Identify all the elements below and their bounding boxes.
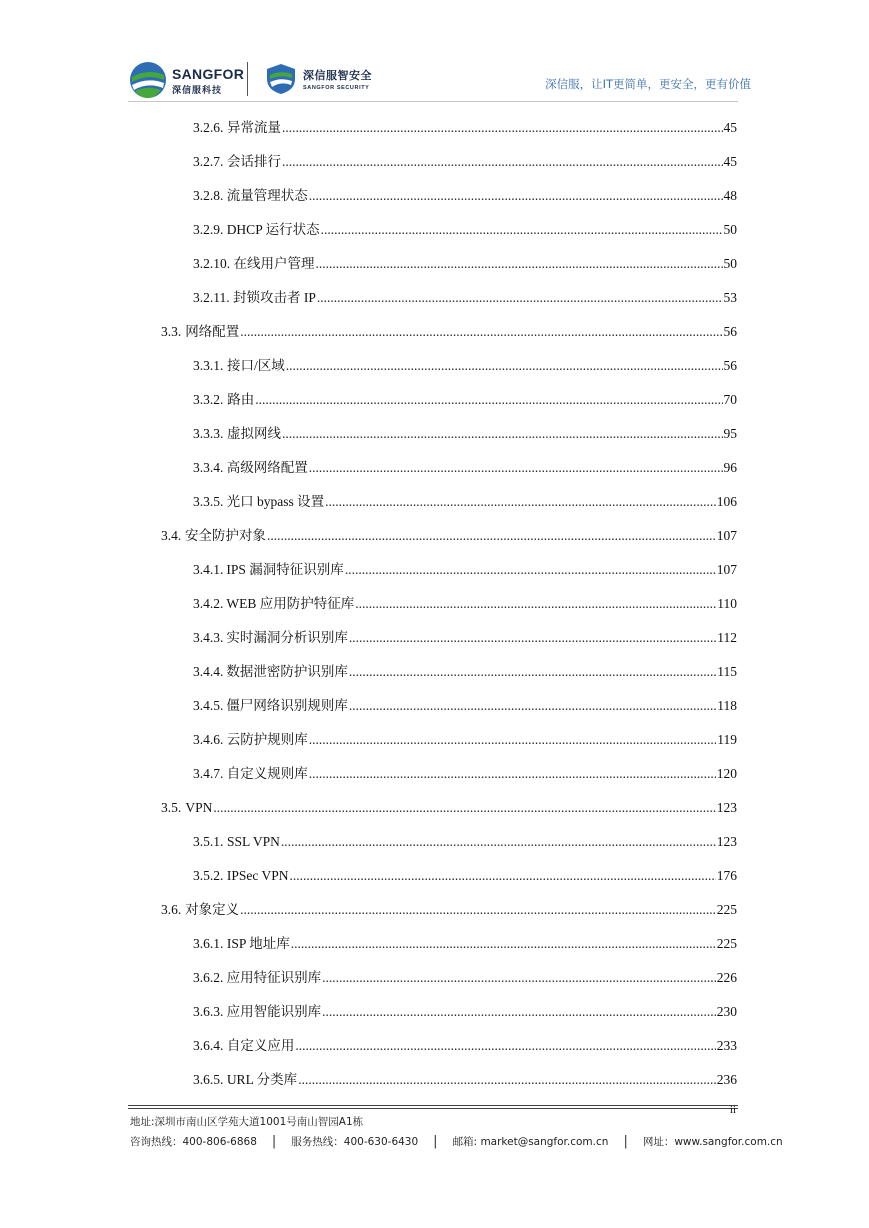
toc-entry-title: IPS 漏洞特征识别库	[226, 562, 344, 577]
toc-entry-title: URL 分类库	[226, 1072, 298, 1087]
toc-leader-dots	[309, 188, 723, 204]
toc-leader-dots	[309, 732, 717, 748]
toc-entry[interactable]	[193, 964, 737, 986]
footer-separator: |	[271, 1134, 277, 1149]
toc-entry-number: 3.4.2.	[193, 596, 224, 611]
footer-service-line: 服务热线：400-630-6430	[291, 1136, 419, 1148]
footer-divider-top	[128, 1105, 738, 1106]
toc-entry-page: 119	[717, 732, 737, 747]
toc-entry-page: 107	[716, 562, 737, 577]
toc-leader-dots	[349, 698, 716, 714]
footer-address: 地址:深圳市南山区学苑大道1001号南山智园A1栋	[130, 1116, 364, 1128]
page-number: ii	[729, 1104, 736, 1116]
sangfor-logo-icon	[128, 60, 168, 100]
toc-entry[interactable]	[161, 318, 737, 340]
toc-entry-title: VPN	[185, 800, 213, 815]
toc-entry-title: IPSec VPN	[226, 868, 289, 883]
toc-leader-dots	[322, 970, 716, 986]
toc-entry-title: 对象定义	[185, 902, 240, 917]
toc-leader-dots	[291, 936, 716, 952]
toc-entry-number: 3.4.3.	[193, 630, 224, 645]
toc-entry[interactable]	[161, 522, 737, 544]
toc-entry[interactable]	[193, 998, 737, 1020]
toc-entry-title: 安全防护对象	[184, 528, 266, 543]
toc-leader-dots	[321, 222, 723, 238]
toc-entry-title: 会话排行	[227, 154, 281, 169]
logo-divider	[247, 62, 248, 96]
toc-entry-page: 176	[716, 868, 737, 883]
toc-leader-dots	[298, 1072, 716, 1088]
toc-entry[interactable]	[193, 148, 737, 170]
toc-leader-dots	[349, 664, 716, 680]
toc-entry-title: 自定义应用	[226, 1038, 295, 1053]
toc-entry-number: 3.2.8.	[193, 188, 224, 203]
toc-entry[interactable]	[193, 114, 737, 136]
toc-entry[interactable]	[193, 862, 737, 884]
toc-entry-page: 236	[716, 1072, 737, 1087]
toc-entry-title: 云防护规则库	[226, 732, 308, 747]
toc-entry-number: 3.3.2.	[193, 392, 224, 407]
toc-entry-page: 45	[723, 120, 737, 135]
toc-entry[interactable]	[193, 420, 737, 442]
sangfor-wordmark	[172, 66, 244, 96]
toc-entry[interactable]	[193, 250, 737, 272]
toc-entry-number: 3.3.3.	[193, 426, 224, 441]
toc-entry[interactable]	[193, 726, 737, 748]
toc-entry-number: 3.6.5.	[193, 1072, 224, 1087]
toc-entry-title: 流量管理状态	[226, 188, 308, 203]
toc-entry-number: 3.4.	[161, 528, 182, 543]
toc-entry-number: 3.6.	[161, 902, 182, 917]
toc-entry-page: 225	[716, 936, 737, 951]
logo-en-text: SANGFOR	[172, 66, 245, 82]
toc-entry-page: 233	[716, 1038, 737, 1053]
toc-entry-number: 3.5.2.	[193, 868, 224, 883]
toc-entry[interactable]	[193, 1032, 737, 1054]
toc-entry-number: 3.2.11.	[193, 290, 230, 305]
toc-entry-title: 在线用户管理	[233, 256, 315, 271]
toc-entry[interactable]	[193, 182, 737, 204]
toc-entry-title: 网络配置	[185, 324, 240, 339]
toc-entry[interactable]	[193, 216, 737, 238]
toc-entry-number: 3.3.4.	[193, 460, 224, 475]
toc-leader-dots	[240, 902, 716, 918]
footer-hotline: 咨询热线：400-806-6868	[130, 1136, 257, 1148]
logo2-en-text: SANGFOR SECURITY	[303, 85, 370, 91]
header-divider	[128, 101, 738, 102]
toc-entry-page: 70	[723, 392, 737, 407]
toc-entry-page: 45	[723, 154, 737, 169]
toc-leader-dots	[286, 358, 723, 374]
toc-entry[interactable]	[193, 284, 737, 306]
toc-entry-number: 3.4.7.	[193, 766, 224, 781]
toc-leader-dots	[267, 528, 716, 544]
logo-cn-text: 深信服科技	[172, 86, 223, 96]
toc-leader-dots	[281, 834, 716, 850]
toc-entry-number: 3.2.10.	[193, 256, 231, 271]
toc-entry[interactable]	[193, 692, 737, 714]
toc-entry-page: 48	[723, 188, 737, 203]
toc-leader-dots	[349, 630, 716, 646]
toc-entry-number: 3.4.5.	[193, 698, 224, 713]
toc-entry[interactable]	[193, 624, 737, 646]
toc-entry-page: 53	[723, 290, 737, 305]
toc-entry-title: WEB 应用防护特征库	[226, 596, 355, 611]
toc-entry-number: 3.4.6.	[193, 732, 224, 747]
toc-leader-dots	[317, 290, 723, 306]
toc-entry-title: 自定义规则库	[226, 766, 308, 781]
toc-entry-title: 应用特征识别库	[226, 970, 322, 985]
toc-entry-title: 实时漏洞分析识别库	[226, 630, 348, 645]
toc-entry-number: 3.6.2.	[193, 970, 224, 985]
toc-entry-title: DHCP 运行状态	[226, 222, 320, 237]
toc-entry-title: 应用智能识别库	[226, 1004, 322, 1019]
toc-entry-page: 96	[723, 460, 737, 475]
toc-leader-dots	[290, 868, 716, 884]
toc-leader-dots	[325, 494, 716, 510]
toc-entry[interactable]	[161, 794, 737, 816]
sangfor-security-shield-icon	[264, 62, 298, 96]
toc-entry-page: 123	[716, 834, 737, 849]
toc-entry-title: SSL VPN	[226, 834, 280, 849]
toc-entry-title: ISP 地址库	[226, 936, 290, 951]
toc-entry[interactable]	[193, 556, 737, 578]
toc-leader-dots	[295, 1038, 715, 1054]
toc-entry-page: 230	[716, 1004, 737, 1019]
toc-entry[interactable]	[193, 828, 737, 850]
toc-entry[interactable]	[193, 352, 737, 374]
toc-entry-title: 光口 bypass 设置	[226, 494, 325, 509]
toc-entry-page: 120	[716, 766, 737, 781]
toc-entry-number: 3.2.6.	[193, 120, 224, 135]
footer-website: 网址：www.sangfor.com.cn	[642, 1136, 783, 1148]
toc-leader-dots	[282, 426, 723, 442]
toc-entry[interactable]	[193, 658, 737, 680]
toc-entry-number: 3.5.	[161, 800, 182, 815]
toc-entry-page: 123	[716, 800, 737, 815]
toc-leader-dots	[355, 596, 716, 612]
toc-entry-number: 3.2.7.	[193, 154, 224, 169]
page-header	[0, 0, 869, 110]
sangfor-security-wordmark	[303, 67, 372, 91]
toc-entry-page: 56	[723, 324, 737, 339]
footer-email: 邮箱: market@sangfor.com.cn	[452, 1136, 609, 1148]
toc-entry-number: 3.3.1.	[193, 358, 224, 373]
toc-leader-dots	[282, 120, 723, 136]
toc-leader-dots	[315, 256, 722, 272]
toc-entry-page: 50	[723, 222, 737, 237]
toc-entry-number: 3.6.4.	[193, 1038, 224, 1053]
toc-leader-dots	[282, 154, 723, 170]
toc-entry-page: 118	[717, 698, 737, 713]
toc-entry-number: 3.3.5.	[193, 494, 224, 509]
toc-entry[interactable]	[193, 760, 737, 782]
toc-entry-number: 3.6.1.	[193, 936, 224, 951]
toc-entry-number: 3.2.9.	[193, 222, 224, 237]
toc-entry[interactable]	[161, 896, 737, 918]
footer-separator: |	[433, 1134, 438, 1149]
toc-entry-page: 225	[716, 902, 737, 917]
toc-entry-page: 107	[716, 528, 737, 543]
toc-entry[interactable]	[193, 386, 737, 408]
toc-leader-dots	[309, 766, 716, 782]
toc-entry[interactable]	[193, 488, 737, 510]
toc-entry-number: 3.3.	[161, 324, 182, 339]
footer-separator: |	[623, 1134, 628, 1149]
toc-entry-title: 高级网络配置	[226, 460, 308, 475]
toc-entry[interactable]	[193, 454, 737, 476]
toc-entry-page: 115	[717, 664, 737, 679]
toc-leader-dots	[345, 562, 716, 578]
toc-entry-page: 110	[717, 596, 737, 611]
toc-leader-dots	[255, 392, 722, 408]
toc-entry-page: 112	[717, 630, 737, 645]
toc-entry[interactable]	[193, 590, 737, 612]
toc-leader-dots	[322, 1004, 716, 1020]
toc-entry-number: 3.6.3.	[193, 1004, 224, 1019]
toc-leader-dots	[240, 324, 722, 340]
footer-divider-bottom	[128, 1108, 738, 1109]
toc-entry[interactable]	[193, 930, 737, 952]
toc-entry-page: 226	[716, 970, 737, 985]
toc-entry-title: 异常流量	[227, 120, 281, 135]
toc-entry-title: 数据泄密防护识别库	[226, 664, 348, 679]
footer-contacts	[130, 1134, 783, 1149]
toc-entry-page: 95	[723, 426, 737, 441]
toc-entry-page: 56	[723, 358, 737, 373]
toc-entry-title: 接口/区域	[226, 358, 285, 373]
toc-entry-title: 僵尸网络识别规则库	[226, 698, 348, 713]
toc-entry-number: 3.4.4.	[193, 664, 224, 679]
toc-entry-number: 3.5.1.	[193, 834, 224, 849]
toc-entry-title: 路由	[227, 392, 255, 407]
toc-leader-dots	[213, 800, 715, 816]
logo2-cn-text: 深信服智安全	[303, 69, 372, 82]
toc-leader-dots	[309, 460, 723, 476]
toc-entry-title: 虚拟网线	[227, 426, 281, 441]
toc-entry-page: 50	[723, 256, 737, 271]
toc-entry-number: 3.4.1.	[193, 562, 224, 577]
toc-entry-page: 106	[716, 494, 737, 509]
toc-entry[interactable]	[193, 1066, 737, 1088]
header-slogan: 深信服，让IT更简单，更安全，更有价值	[545, 77, 751, 91]
toc-entry-title: 封锁攻击者 IP	[232, 290, 316, 305]
